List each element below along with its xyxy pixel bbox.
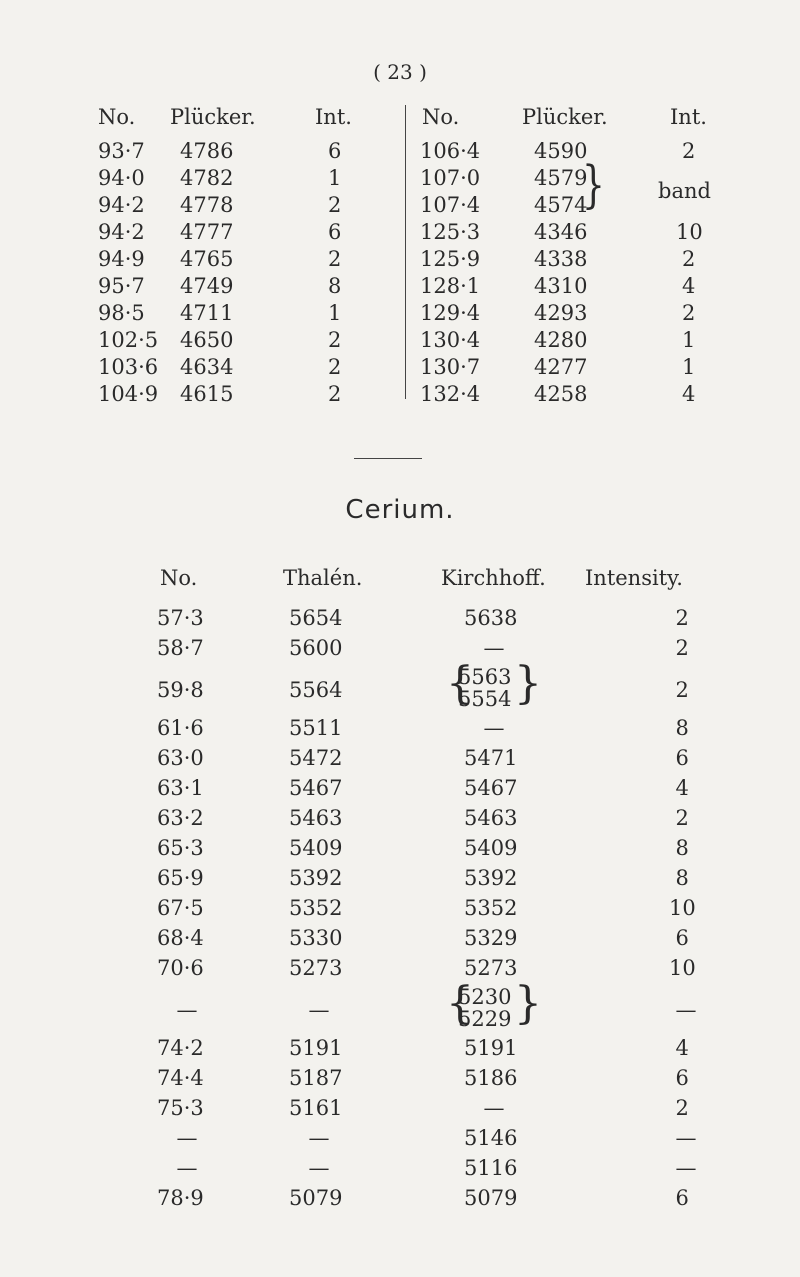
table-row xyxy=(0,1126,800,1156)
kirchhoff-cell: 5463 xyxy=(464,806,518,830)
table-row xyxy=(98,328,778,355)
table-row xyxy=(98,382,778,409)
intensity-cell: — xyxy=(675,998,697,1022)
no-cell-right: 128·1 xyxy=(420,274,481,298)
plucker-cell: 4765 xyxy=(180,247,234,271)
header-no: No. xyxy=(98,105,136,129)
kirchhoff-cell: 5467 xyxy=(464,776,518,800)
plucker-cell: 4634 xyxy=(180,355,234,379)
table-row xyxy=(0,978,800,1036)
page-number: ( 23 ) xyxy=(373,60,427,84)
thalen-cell: 5564 xyxy=(289,678,343,702)
thalen-cell: 5161 xyxy=(289,1096,343,1120)
table-row xyxy=(0,836,800,866)
thalen-cell: 5273 xyxy=(289,956,343,980)
no-cell: 102·5 xyxy=(98,328,159,352)
table-row xyxy=(0,716,800,746)
no-cell-right: 130·7 xyxy=(420,355,481,379)
thalen-cell: 5467 xyxy=(289,776,343,800)
intensity-cell: 4 xyxy=(675,776,689,800)
int-cell: 2 xyxy=(328,247,342,271)
no-cell: 75·3 xyxy=(157,1096,204,1120)
table-row xyxy=(0,776,800,806)
table-row xyxy=(98,220,778,247)
table-row xyxy=(0,658,800,716)
table-row xyxy=(0,746,800,776)
header-plucker-right: Plücker. xyxy=(522,105,608,129)
no-cell-right: 106·4 xyxy=(420,139,481,163)
intensity-cell: 8 xyxy=(675,866,689,890)
kirchhoff-cell: 5146 xyxy=(464,1126,518,1150)
int-cell: 2 xyxy=(328,355,342,379)
plucker-cell: 4786 xyxy=(180,139,234,163)
plucker-cell: 4650 xyxy=(180,328,234,352)
no-cell-right: 107·4 xyxy=(420,193,481,217)
table-row xyxy=(0,1036,800,1066)
plucker-cell: 4778 xyxy=(180,193,234,217)
kirchhoff-cell: 5186 xyxy=(464,1066,518,1090)
no-cell: 94·2 xyxy=(98,220,145,244)
no-cell-right: 125·3 xyxy=(420,220,481,244)
table-row xyxy=(0,1096,800,1126)
thalen-cell: 5600 xyxy=(289,636,343,660)
int-cell-right: 4 xyxy=(682,274,696,298)
intensity-cell: 2 xyxy=(675,636,689,660)
no-cell: 59·8 xyxy=(157,678,204,702)
plucker-cell: 4749 xyxy=(180,274,234,298)
plucker-cell: 4777 xyxy=(180,220,234,244)
kirchhoff-cell: 5329 xyxy=(464,926,518,950)
header-int: Int. xyxy=(315,105,352,129)
table-row xyxy=(0,1186,800,1216)
section-divider xyxy=(354,458,422,459)
intensity-cell: 2 xyxy=(675,1096,689,1120)
kirchhoff-cell: 5392 xyxy=(464,866,518,890)
kirchhoff-cell: — xyxy=(483,1096,505,1120)
kirchhoff-cell: 5638 xyxy=(464,606,518,630)
header-kirchhoff: Kirchhoff. xyxy=(441,566,546,590)
thalen-cell: 5079 xyxy=(289,1186,343,1210)
thalen-cell: — xyxy=(308,1156,330,1180)
kirchhoff-cell: 5116 xyxy=(464,1156,518,1180)
thalen-cell: 5352 xyxy=(289,896,343,920)
intensity-cell: 8 xyxy=(675,716,689,740)
table-row xyxy=(0,926,800,956)
no-cell: 65·9 xyxy=(157,866,204,890)
intensity-cell: 6 xyxy=(675,1066,689,1090)
no-cell: — xyxy=(176,998,198,1022)
no-cell-right: 129·4 xyxy=(420,301,481,325)
header-int-right: Int. xyxy=(670,105,707,129)
intensity-cell: 2 xyxy=(675,806,689,830)
thalen-cell: 5191 xyxy=(289,1036,343,1060)
thalen-cell: 5409 xyxy=(289,836,343,860)
no-cell: 74·4 xyxy=(157,1066,204,1090)
int-cell: 8 xyxy=(328,274,342,298)
int-cell-right: 10 xyxy=(676,220,703,244)
intensity-cell: — xyxy=(675,1126,697,1150)
brace-open: { xyxy=(446,978,474,1029)
no-cell-right: 130·4 xyxy=(420,328,481,352)
brace-close: } xyxy=(514,658,542,709)
no-cell: — xyxy=(176,1156,198,1180)
table-row xyxy=(0,866,800,896)
brace-open: { xyxy=(446,658,474,709)
thalen-cell: — xyxy=(308,998,330,1022)
int-cell: 2 xyxy=(328,193,342,217)
int-cell-right: 2 xyxy=(682,247,696,271)
plucker-cell: 4711 xyxy=(180,301,234,325)
plucker-cell: 4615 xyxy=(180,382,234,406)
thalen-cell: 5654 xyxy=(289,606,343,630)
header-no-right: No. xyxy=(422,105,460,129)
plucker-cell-right: 4310 xyxy=(534,274,588,298)
kirchhoff-cell: 5471 xyxy=(464,746,518,770)
kirchhoff-cell: 5563 xyxy=(458,665,512,689)
table-row xyxy=(98,139,778,166)
int-cell-right: 2 xyxy=(682,301,696,325)
plucker-cell-right: 4280 xyxy=(534,328,588,352)
no-cell: 70·6 xyxy=(157,956,204,980)
brace-mark: } xyxy=(582,156,605,214)
plucker-cell-right: 4574 xyxy=(534,193,588,217)
header-no: No. xyxy=(160,566,198,590)
table-row xyxy=(98,274,778,301)
int-cell: 6 xyxy=(328,139,342,163)
table-row xyxy=(0,956,800,986)
table-row xyxy=(98,301,778,328)
table-row xyxy=(98,355,778,382)
no-cell: 63·2 xyxy=(157,806,204,830)
table-row xyxy=(98,193,778,220)
plucker-cell-right: 4346 xyxy=(534,220,588,244)
no-cell-right: 125·9 xyxy=(420,247,481,271)
plucker-cell-right: 4338 xyxy=(534,247,588,271)
kirchhoff-cell: 5409 xyxy=(464,836,518,860)
int-cell-right: 4 xyxy=(682,382,696,406)
brace-close: } xyxy=(514,978,542,1029)
no-cell: 104·9 xyxy=(98,382,159,406)
no-cell: 63·0 xyxy=(157,746,204,770)
no-cell-right: 107·0 xyxy=(420,166,481,190)
no-cell: 65·3 xyxy=(157,836,204,860)
plucker-cell-right: 4293 xyxy=(534,301,588,325)
kirchhoff-group xyxy=(446,658,542,711)
intensity-cell: 6 xyxy=(675,926,689,950)
int-cell: 2 xyxy=(328,382,342,406)
table-row xyxy=(0,1066,800,1096)
plucker-cell: 4782 xyxy=(180,166,234,190)
thalen-cell: 5392 xyxy=(289,866,343,890)
thalen-cell: 5463 xyxy=(289,806,343,830)
header-intensity: Intensity. xyxy=(585,566,683,590)
no-cell: 63·1 xyxy=(157,776,204,800)
plucker-cell-right: 4579 xyxy=(534,166,588,190)
kirchhoff-group xyxy=(446,978,542,1031)
plucker-cell-right: 4590 xyxy=(534,139,588,163)
no-cell: 57·3 xyxy=(157,606,204,630)
no-cell: 103·6 xyxy=(98,355,159,379)
no-cell: 93·7 xyxy=(98,139,145,163)
intensity-cell: 10 xyxy=(669,896,696,920)
plucker-cell-right: 4277 xyxy=(534,355,588,379)
no-cell: 61·6 xyxy=(157,716,204,740)
intensity-cell: — xyxy=(675,1156,697,1180)
no-cell: 74·2 xyxy=(157,1036,204,1060)
table-row xyxy=(0,636,800,666)
table-row xyxy=(0,606,800,636)
intensity-cell: 2 xyxy=(675,606,689,630)
kirchhoff-cell: — xyxy=(483,636,505,660)
table-row xyxy=(0,806,800,836)
thalen-cell: 5472 xyxy=(289,746,343,770)
intensity-cell: 4 xyxy=(675,1036,689,1060)
int-cell: 1 xyxy=(328,166,342,190)
cerium-table xyxy=(0,566,800,1216)
table-row xyxy=(0,896,800,926)
intensity-cell: 6 xyxy=(675,1186,689,1210)
header-thalen: Thalén. xyxy=(283,566,363,590)
no-cell: 67·5 xyxy=(157,896,204,920)
no-cell: — xyxy=(176,1126,198,1150)
plucker-table xyxy=(98,105,778,409)
no-cell: 58·7 xyxy=(157,636,204,660)
int-cell-right: 2 xyxy=(682,139,696,163)
band-label: band xyxy=(658,179,711,203)
no-cell: 98·5 xyxy=(98,301,145,325)
section-title: Cerium. xyxy=(345,495,455,525)
thalen-cell: 5187 xyxy=(289,1066,343,1090)
table-row xyxy=(98,247,778,274)
intensity-cell: 8 xyxy=(675,836,689,860)
table-header-row xyxy=(98,105,778,139)
kirchhoff-cell: 5229 xyxy=(458,1007,512,1031)
kirchhoff-cell: 5554 xyxy=(458,687,512,711)
kirchhoff-cell: 5079 xyxy=(464,1186,518,1210)
kirchhoff-cell: — xyxy=(483,716,505,740)
no-cell-right: 132·4 xyxy=(420,382,481,406)
int-cell: 6 xyxy=(328,220,342,244)
header-plucker: Plücker. xyxy=(170,105,256,129)
no-cell: 95·7 xyxy=(98,274,145,298)
plucker-cell-right: 4258 xyxy=(534,382,588,406)
kirchhoff-cell: 5230 xyxy=(458,985,512,1009)
kirchhoff-cell: 5191 xyxy=(464,1036,518,1060)
table-header-row xyxy=(0,566,800,606)
no-cell: 94·2 xyxy=(98,193,145,217)
no-cell: 68·4 xyxy=(157,926,204,950)
thalen-cell: 5511 xyxy=(289,716,343,740)
int-cell-right: 1 xyxy=(682,328,696,352)
table-row xyxy=(0,1156,800,1186)
no-cell: 94·0 xyxy=(98,166,145,190)
int-cell: 2 xyxy=(328,328,342,352)
thalen-cell: — xyxy=(308,1126,330,1150)
intensity-cell: 2 xyxy=(675,678,689,702)
thalen-cell: 5330 xyxy=(289,926,343,950)
no-cell: 78·9 xyxy=(157,1186,204,1210)
kirchhoff-cell: 5352 xyxy=(464,896,518,920)
intensity-cell: 6 xyxy=(675,746,689,770)
int-cell: 1 xyxy=(328,301,342,325)
intensity-cell: 10 xyxy=(669,956,696,980)
kirchhoff-cell: 5273 xyxy=(464,956,518,980)
int-cell-right: 1 xyxy=(682,355,696,379)
no-cell: 94·9 xyxy=(98,247,145,271)
